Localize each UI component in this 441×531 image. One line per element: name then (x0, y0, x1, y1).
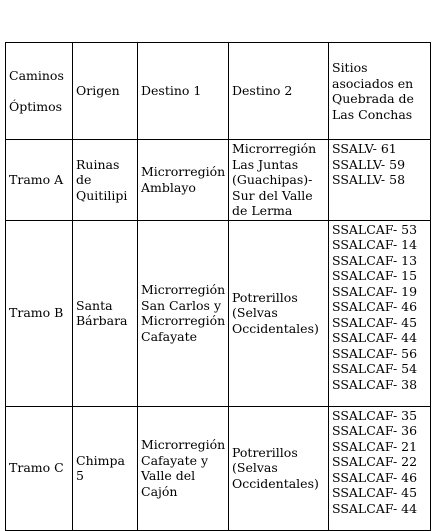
sitios-cell (329, 406, 431, 530)
sitio-code: SSALCAF- 36 (332, 423, 418, 438)
sitio-code: SSALCAF- 21 (332, 438, 418, 454)
sitio-code: SSALCAF- 15 (332, 268, 418, 283)
tramo-cell: Tramo C (6, 406, 73, 530)
sitio-code: SSALLV- 58 (332, 172, 406, 187)
sitio-code: SSALCAF- 14 (332, 237, 418, 252)
table-row (6, 220, 431, 406)
routes-table (5, 42, 431, 531)
destino2-cell: Microrregión Las Juntas (Guachipas)-Sur del Valle de Lerma (229, 140, 329, 221)
sitio-code: SSALCAF- 46 (332, 469, 418, 485)
origen-cell: Ruinas de Quitilipi (73, 140, 138, 221)
header-sitios-asociados: Sitios asociados en Quebrada de Las Conchas (329, 43, 431, 140)
origen-cell: Chimpa 5 (73, 406, 138, 530)
destino1-cell: Microrregión Amblayo (138, 140, 229, 221)
destino2-cell: Potrerillos (Selvas Occidentales) (229, 406, 329, 530)
header-caminos-optimos: Caminos Óptimos (6, 43, 73, 140)
sitio-code: SSALCAF- 13 (332, 252, 418, 268)
tramo-cell: Tramo A (6, 140, 73, 221)
destino1-cell: Microrregión Cafayate y Valle del Cajón (138, 406, 229, 530)
destino2-cell: Potrerillos (Selvas Occidentales) (229, 220, 329, 406)
sitios-cell (329, 220, 431, 406)
table-row (6, 406, 431, 530)
sitio-code: SSALCAF- 44 (332, 500, 418, 516)
header-row (6, 43, 431, 140)
sitios-cell (329, 140, 431, 221)
sitio-code: SSALCAF- 44 (332, 330, 418, 345)
origen-cell: Santa Bárbara (73, 220, 138, 406)
header-destino-2: Destino 2 (229, 43, 329, 140)
sitio-code: SSALCAF- 45 (332, 485, 418, 500)
sitio-code: SSALCAF- 54 (332, 361, 418, 376)
sitio-code: SSALV- 61 (332, 141, 397, 156)
tramo-cell: Tramo B (6, 220, 73, 406)
sitio-code: SSALCAF- 46 (332, 299, 418, 314)
sitio-code: SSALCAF- 35 (332, 407, 418, 423)
sitio-code: SSALCAF- 22 (332, 454, 418, 469)
sitio-code: SSALCAF- 53 (332, 221, 418, 237)
header-origen: Origen (73, 43, 138, 140)
table-row (6, 140, 431, 221)
destino1-cell: Microrregión San Carlos y Microrregión Cafayate (138, 220, 229, 406)
header-destino-1: Destino 1 (138, 43, 229, 140)
sitio-code: SSALCAF- 38 (332, 376, 418, 392)
sitio-code: SSALLV- 59 (332, 156, 406, 172)
sitio-code: SSALCAF- 45 (332, 314, 418, 330)
sitio-code: SSALCAF- 56 (332, 345, 418, 361)
sitio-code: SSALCAF- 19 (332, 283, 418, 299)
